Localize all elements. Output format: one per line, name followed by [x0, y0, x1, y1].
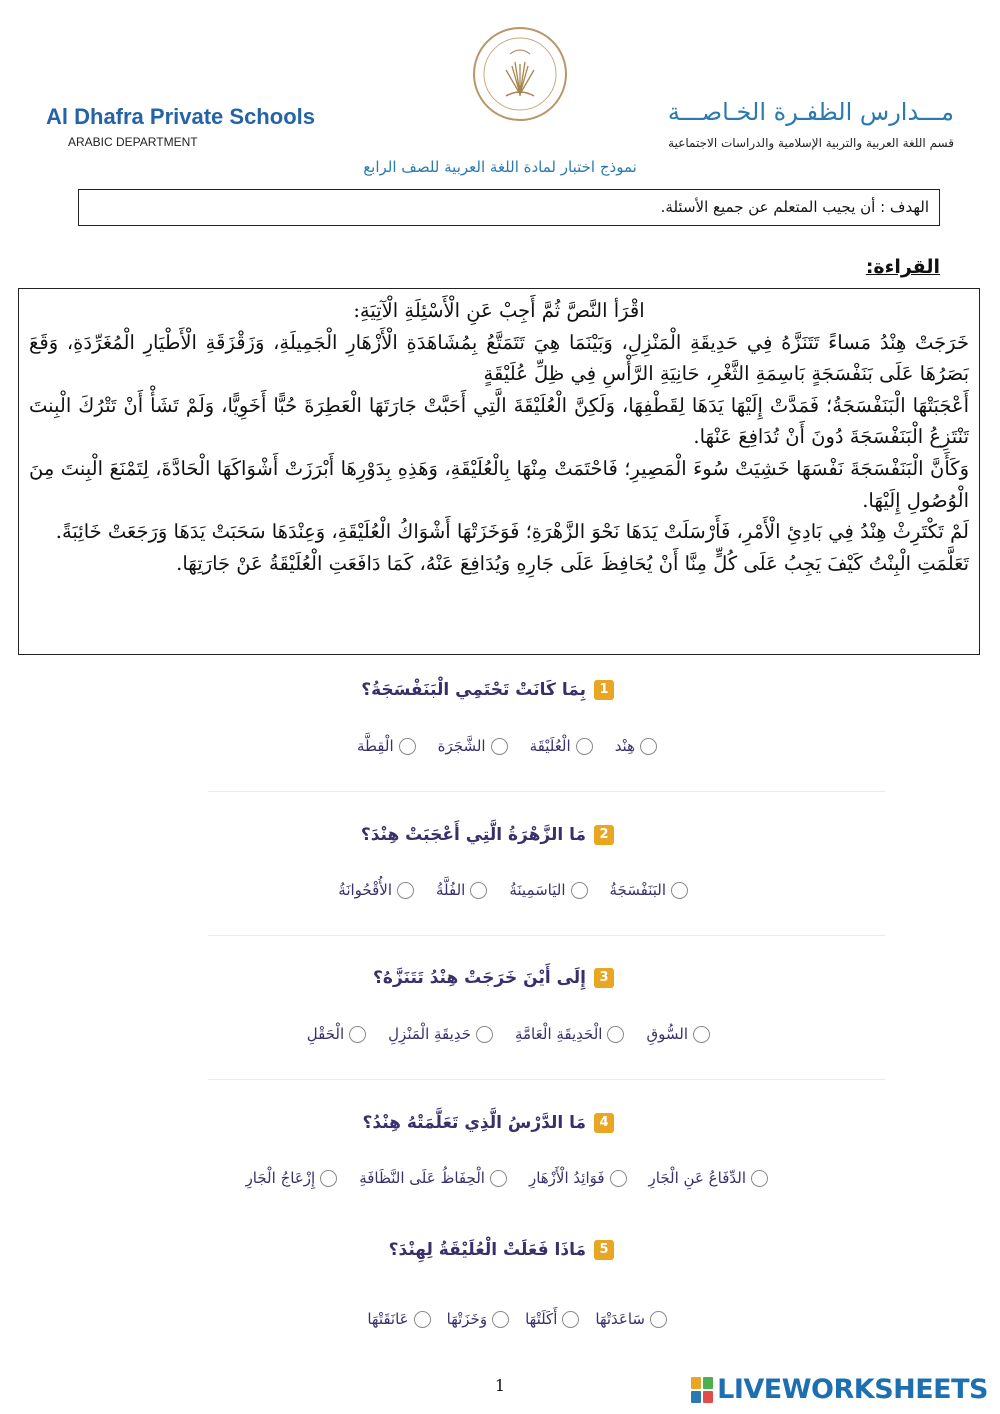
department-name-arabic: قسم اللغة العربية والتربية الإسلامية والدراسات الاجتماعية — [668, 136, 954, 150]
option-label: فَوَائِدُ الْأَزْهَارِ — [528, 1169, 605, 1187]
radio-circle-icon[interactable] — [576, 738, 593, 755]
option-radio[interactable] — [646, 1025, 710, 1043]
question-number-badge: 5 — [594, 1240, 614, 1260]
option-radio[interactable] — [595, 1310, 667, 1328]
exam-title: نموذج اختبار لمادة اللغة العربية للصف الرابع — [363, 158, 637, 176]
question-3-title — [373, 968, 614, 988]
school-logo — [470, 24, 570, 124]
option-radio[interactable] — [338, 881, 414, 899]
liveworksheets-icon — [691, 1377, 713, 1403]
radio-circle-icon[interactable] — [349, 1026, 366, 1043]
school-name-arabic: مـــدارس الظفـرة الخـاصـــة — [667, 98, 954, 126]
option-label: الْحِفَاظُ عَلَى النَّظَافَةِ — [359, 1169, 485, 1187]
option-label: سَاعَدَتْهَا — [595, 1310, 645, 1328]
radio-circle-icon[interactable] — [610, 1170, 627, 1187]
option-label: اليَاسَمِينَةُ — [509, 881, 566, 899]
question-3-options — [307, 1025, 710, 1043]
option-label: حَدِيقَةِ الْمَنْزِلِ — [388, 1025, 471, 1043]
option-label: هِنْد — [614, 737, 635, 755]
option-label: إِزْعَاجُ الْجَارِ — [245, 1169, 316, 1187]
question-divider — [208, 791, 886, 792]
question-number-badge: 4 — [594, 1113, 614, 1133]
radio-circle-icon[interactable] — [693, 1026, 710, 1043]
option-radio[interactable] — [610, 881, 688, 899]
radio-circle-icon[interactable] — [491, 738, 508, 755]
option-label: أَكَلَتْهَا — [525, 1310, 558, 1328]
question-divider — [208, 1079, 886, 1080]
option-radio[interactable] — [367, 1310, 430, 1328]
option-label: الفُلَّةُ — [436, 881, 466, 899]
radio-circle-icon[interactable] — [571, 882, 588, 899]
radio-circle-icon[interactable] — [492, 1311, 509, 1328]
question-text: مَاذَا فَعَلَتْ الْعُلَيْقَةُ لِهِنْدَ؟ — [388, 1240, 586, 1260]
option-radio[interactable] — [357, 737, 416, 755]
option-label: الأُقْحُوانَةُ — [338, 881, 392, 899]
question-text: إِلَى أَيْنَ خَرَجَتْ هِنْدُ تَتَنَزَّهُ؟ — [373, 968, 586, 988]
school-name-english: Al Dhafra Private Schools — [46, 104, 315, 129]
question-number-badge: 1 — [594, 680, 614, 700]
question-5-title — [389, 1240, 614, 1260]
liveworksheets-brand: LIVEWORKSHEETS — [717, 1374, 988, 1405]
option-radio[interactable] — [307, 1025, 366, 1043]
radio-circle-icon[interactable] — [320, 1170, 337, 1187]
option-radio[interactable] — [530, 737, 593, 755]
radio-circle-icon[interactable] — [640, 738, 657, 755]
question-1-options — [357, 737, 657, 755]
option-radio[interactable] — [515, 1025, 625, 1043]
option-label: الْعُلَيْقَة — [529, 737, 571, 755]
passage-paragraph: لَمْ تَكْتَرِثْ هِنْدُ فِي بَادِئِ الْأَمْرِ، فَأَرْسَلَتْ يَدَهَا نَحْوَ الزَّهْرَةِ؛ فَوَخَزَتْهَا أَشْوَاكُ الْعُلَيْقَةِ، وَعِنْدَهَا سَحَبَتْ يَدَهَا وَرَجَعَتْ خَائِبَةً. — [55, 520, 969, 544]
radio-circle-icon[interactable] — [470, 882, 487, 899]
question-text: بِمَا كَانَتْ تَحْتَمِي الْبَنَفْسَجَةُ؟ — [361, 680, 586, 700]
option-label: الْقِطَّة — [356, 737, 394, 755]
option-label: الْحَدِيقَةِ الْعَامَّةِ — [514, 1025, 603, 1043]
option-label: السُّوقِ — [646, 1025, 688, 1043]
option-radio[interactable] — [649, 1169, 768, 1187]
radio-circle-icon[interactable] — [414, 1311, 431, 1328]
question-divider — [208, 935, 886, 936]
radio-circle-icon[interactable] — [751, 1170, 768, 1187]
radio-circle-icon[interactable] — [490, 1170, 507, 1187]
passage-paragraph: أَعْجَبَتْهَا الْبَنَفْسَجَةُ؛ فَمَدَّتْ إِلَيْهَا يَدَهَا لِقَطْفِهَا، وَلَكِنَّ الْعُلَيْقَةَ الَّتِي أَحَبَّتْ جَارَتَهَا الْعَطِرَةَ حُبًّا أَخَوِيًّا، وَلَمْ تَشَأْ أَنْ تَتْرُكَ الْبِنتَ تَنْتَزِعُ الْبَنَفْسَجَةَ دُونَ أَنْ تُدَافِعَ عَنْهَا. — [29, 393, 969, 449]
question-4-options — [246, 1169, 768, 1187]
page-number: 1 — [494, 1376, 506, 1395]
option-radio[interactable] — [529, 1169, 627, 1187]
department-name-english: ARABIC DEPARTMENT — [68, 135, 198, 149]
option-label: وَخَزَتْهَا — [446, 1310, 488, 1328]
passage-instruction: اقْرَأ النَّصَّ ثُمَّ أَجِبْ عَنِ الْأَسْئِلَةِ الْآتِيَةِ: — [353, 299, 645, 322]
option-radio[interactable] — [436, 881, 487, 899]
option-radio[interactable] — [359, 1169, 507, 1187]
option-radio[interactable] — [447, 1310, 509, 1328]
radio-circle-icon[interactable] — [650, 1311, 667, 1328]
option-label: عَانَقَتْهَا — [367, 1310, 409, 1328]
radio-circle-icon[interactable] — [671, 882, 688, 899]
question-4-title — [363, 1113, 614, 1133]
option-radio[interactable] — [388, 1025, 493, 1043]
liveworksheets-logo — [691, 1374, 988, 1405]
question-1-title — [361, 680, 614, 700]
option-radio[interactable] — [525, 1310, 579, 1328]
option-radio[interactable] — [246, 1169, 338, 1187]
question-2-options — [338, 881, 688, 899]
question-2-title — [361, 825, 614, 845]
passage-paragraph: تَعَلَّمَتِ الْبِنْتُ كَيْفَ يَجِبُ عَلَى كُلٍّ مِنَّا أَنْ يُحَافِظَ عَلَى جَارِهِ وَيُدَافِعَ عَنْهُ، كَمَا دَافَعَتِ الْعُلَيْقَةُ عَنْ جَارَتِهَا. — [176, 551, 969, 575]
option-radio[interactable] — [615, 737, 657, 755]
radio-circle-icon[interactable] — [562, 1311, 579, 1328]
option-label: البَنَفْسَجَةُ — [609, 881, 666, 899]
option-label: الشَّجَرَة — [437, 737, 486, 755]
question-text: مَا الدَّرْسُ الَّذِي تَعَلَّمَتْهُ هِنْدُ؟ — [362, 1113, 586, 1133]
option-radio[interactable] — [509, 881, 587, 899]
passage-paragraph: خَرَجَتْ هِنْدُ مَساءً تَتَنَزَّهُ فِي حَدِيقَةِ الْمَنْزِلِ، وَبَيْنَمَا هِيَ تَتَمَتَّعُ بِمُشَاهَدَةِ الْأَزْهَارِ الْجَمِيلَةِ، وَزَقْزَقَةِ الْأَطْيَارِ الْمُغَرِّدَةِ، وَقَعَ بَصَرُهَا عَلَى بَنَفْسَجَةٍ بَاسِمَةِ الثَّغْرِ، حَانِيَةِ الرَّأْسِ فِي ظِلِّ عُلَيْقَةٍ — [29, 330, 969, 386]
option-label: الْحَقْلِ — [306, 1025, 345, 1043]
radio-circle-icon[interactable] — [476, 1026, 493, 1043]
option-label: الدِّفَاعُ عَنِ الْجَارِ — [648, 1169, 746, 1187]
passage-paragraph: وَكَأَنَّ الْبَنَفْسَجَةَ نَفْسَهَا خَشِيَتْ سُوءَ الْمَصِيرِ؛ فَاحْتَمَتْ مِنْهَا بِالْعُلَيْقَةِ، وَهَذِهِ بِدَوْرِهَا أَبْرَزَتْ أَشْوَاكَهَا الْحَادَّةَ، لِتَمْنَعَ الْبِنتَ مِنَ الْوُصُولِ إِلَيْهَا. — [29, 456, 969, 512]
goal-box: الهدف : أن يجيب المتعلم عن جميع الأسئلة. — [78, 189, 940, 226]
option-radio[interactable] — [438, 737, 508, 755]
radio-circle-icon[interactable] — [397, 882, 414, 899]
reading-title: القراءة: — [865, 256, 940, 278]
question-number-badge: 2 — [594, 825, 614, 845]
question-text: مَا الزَّهْرَةُ الَّتِي أَعْجَبَتْ هِنْدَ؟ — [360, 825, 586, 845]
question-5-options — [367, 1310, 667, 1328]
radio-circle-icon[interactable] — [607, 1026, 624, 1043]
radio-circle-icon[interactable] — [399, 738, 416, 755]
question-number-badge: 3 — [594, 968, 614, 988]
reading-passage — [18, 288, 980, 655]
